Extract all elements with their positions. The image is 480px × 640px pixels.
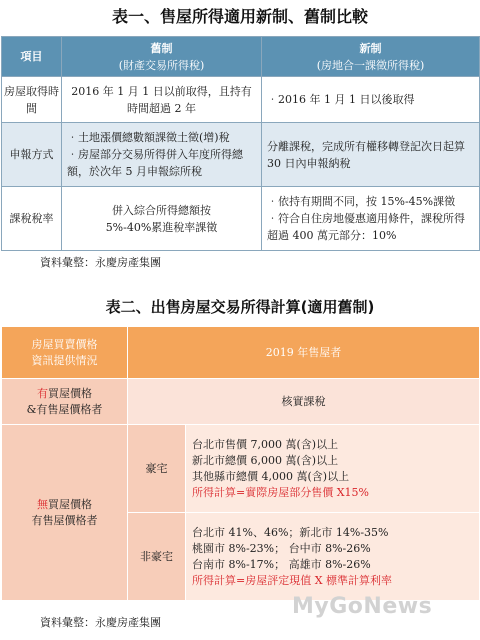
non-luxury-formula: 所得計算=房屋評定現值 X 標準計算利率 <box>192 573 393 587</box>
new-rate-line: ‧依持有期間不同，按 15%-45%課徵 <box>267 195 456 208</box>
table2-source: 資料彙整：永慶房產集團 <box>40 616 161 629</box>
mygonews-watermark: MyGoNews <box>292 594 433 619</box>
cell-actual-taxation: 核實課稅 <box>128 379 480 425</box>
new-system-title: 新制 <box>359 41 382 55</box>
row-label-with-purchase-price <box>2 379 128 425</box>
old-system-title: 舊制 <box>150 41 173 55</box>
cell-old-acquisition: 2016 年 1 月 1 日以前取得，且持有時間超過 2 年 <box>62 77 262 123</box>
without-label: 買屋價格 <box>48 497 92 511</box>
old-filing-line: ‧土地漲價總數額課徵土徵(增)稅 <box>67 131 230 144</box>
cell-old-filing <box>62 123 262 187</box>
header-old-system <box>62 37 262 77</box>
row-label-without-purchase-price <box>2 425 128 601</box>
table-row <box>2 425 480 513</box>
table2-title: 表二、出售房屋交易所得計算(適用舊制) <box>105 298 375 316</box>
with-label: 買屋價格 <box>48 386 92 400</box>
header-new-system <box>262 37 480 77</box>
luxury-line: 新北市總價 6,000 萬(含)以上 <box>192 453 339 467</box>
row-label-acquisition: 房屋取得時間 <box>2 77 62 123</box>
row-label-filing: 申報方式 <box>2 123 62 187</box>
table-row <box>2 123 480 187</box>
table-row <box>2 77 480 123</box>
old-rate-line: 5%-40%累進稅率課徵 <box>105 220 218 234</box>
non-luxury-line: 台北市 41%、46%；新北市 14%-35% <box>192 525 389 539</box>
non-luxury-house-label: 非豪宅 <box>128 513 186 601</box>
with-label-line2: &有售屋價格者 <box>26 402 103 416</box>
without-marker: 無 <box>37 497 48 511</box>
old-filing-line: ‧房屋部分交易所得併入年度所得總額，於次年 5 月申報綜所稅 <box>67 148 243 178</box>
with-marker: 有 <box>37 386 48 400</box>
income-calculation-table <box>1 326 480 601</box>
old-rate-line: 併入綜合所得總額按 <box>112 203 211 217</box>
old-system-subtitle: (財產交易所得稅) <box>118 58 205 72</box>
header-price-info-line: 房屋買賣價格 <box>31 337 98 351</box>
header-price-info <box>2 327 128 379</box>
new-system-subtitle: (房地合一課徵所得稅) <box>316 58 425 72</box>
luxury-line: 其他縣市總價 4,000 萬(含)以上 <box>192 469 350 483</box>
luxury-house-details <box>186 425 480 513</box>
cell-old-tax-rate <box>62 187 262 251</box>
table-row <box>2 379 480 425</box>
without-label-line2: 有售屋價格者 <box>31 513 98 527</box>
comparison-table <box>1 36 480 251</box>
cell-new-filing: 分離課稅，完成所有權移轉登記次日起算 30 日內申報納稅 <box>262 123 480 187</box>
table1-source: 資料彙整：永慶房產集團 <box>40 256 161 269</box>
header-2019-sellers: 2019 年售屋者 <box>128 327 480 379</box>
cell-new-acquisition: ‧2016 年 1 月 1 日以後取得 <box>262 77 480 123</box>
luxury-formula: 所得計算=實際房屋部分售價 X15% <box>192 485 369 499</box>
non-luxury-house-details <box>186 513 480 601</box>
row-label-tax-rate: 課稅稅率 <box>2 187 62 251</box>
non-luxury-line: 台南市 8%-17%； 高雄市 8%-26% <box>192 557 371 571</box>
header-price-info-line: 資訊提供情況 <box>31 353 98 367</box>
table-row <box>2 187 480 251</box>
luxury-line: 台北市售價 7,000 萬(含)以上 <box>192 437 339 451</box>
header-item: 項目 <box>2 37 62 77</box>
non-luxury-line: 桃園市 8%-23%； 台中市 8%-26% <box>192 541 371 555</box>
table1-title: 表一、售屋所得適用新制、舊制比較 <box>111 7 368 26</box>
cell-new-tax-rate <box>262 187 480 251</box>
luxury-house-label: 豪宅 <box>128 425 186 513</box>
new-rate-line: ‧符合自住房地優惠適用條件，課稅所得超過 400 萬元部分：10% <box>267 212 465 242</box>
